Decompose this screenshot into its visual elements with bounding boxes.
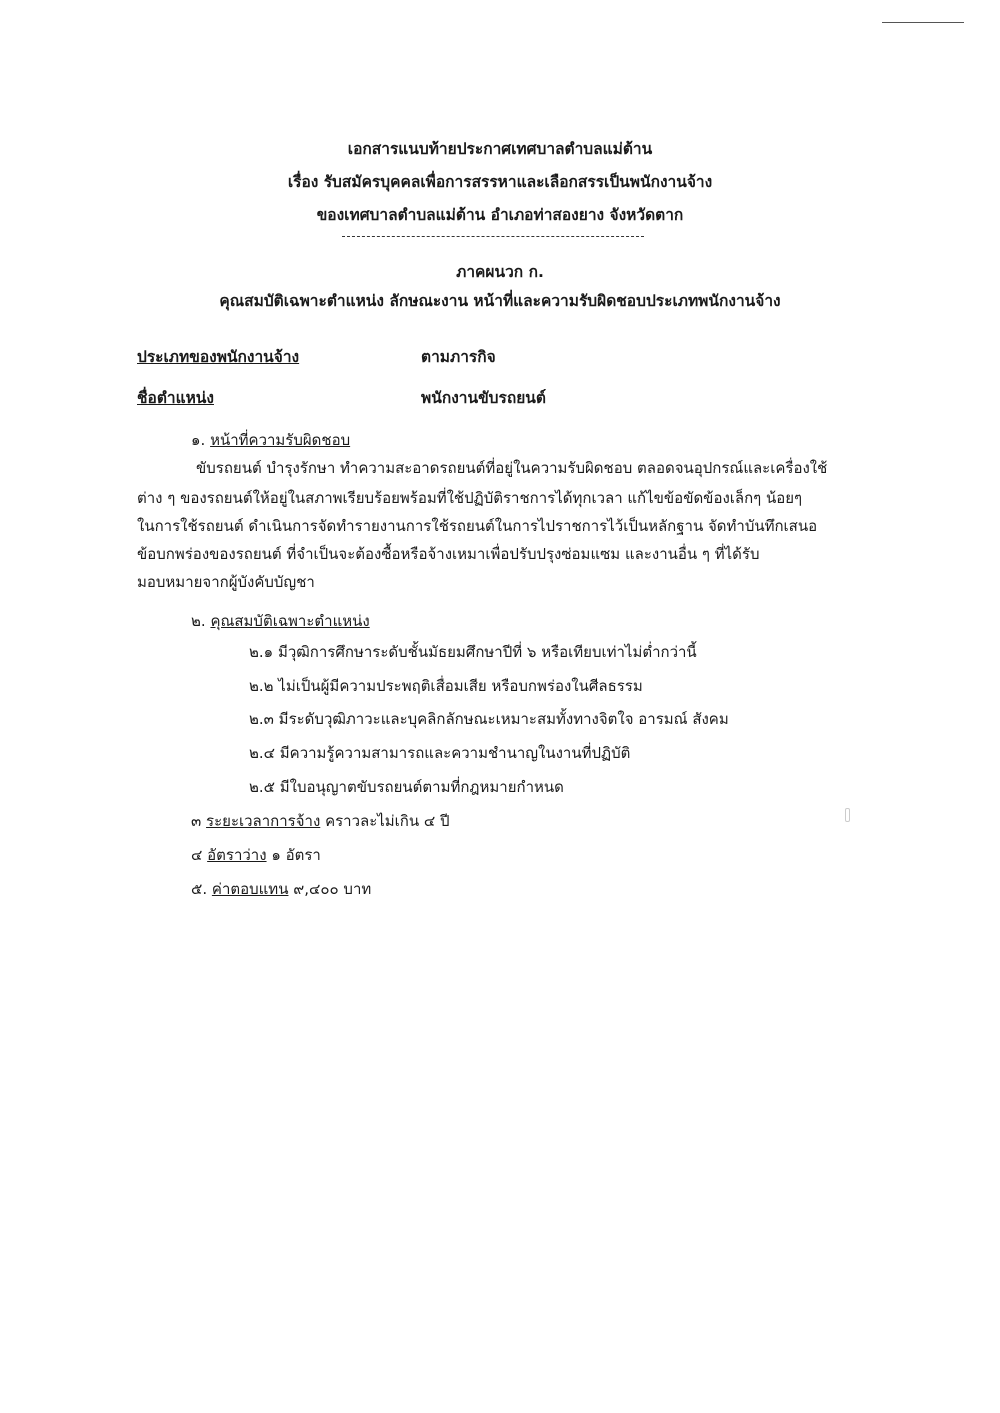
qualification-item-1: ๒.๑ มีวุฒิการศึกษาระดับชั้นมัธยมศึกษาปีที่ ๖ หรือเทียบเท่าไม่ต่ำกว่านี้ [249,643,697,661]
scan-speck [845,808,850,822]
section5-line [191,877,371,901]
qualification-item-3: ๒.๓ มีระดับวุฒิภาวะและบุคลิกลักษณะเหมาะสมทั้งทางจิตใจ อารมณ์ สังคม [249,710,729,728]
section5-number: ๕. [191,880,208,898]
section4-value: ๑ อัตรา [271,846,321,864]
section1-line-5: มอบหมายจากผู้บังคับบัญชา [137,573,315,591]
section2-number: ๒. [191,612,206,630]
appendix-subtitle: คุณสมบัติเฉพาะตำแหน่ง ลักษณะงาน หน้าที่และความรับผิดชอบประเภทพนักงานจ้าง [219,292,781,310]
section1-line-3: ในการใช้รถยนต์ ดำเนินการจัดทำรายงานการใช้รถยนต์ในการไปราชการไว้เป็นหลักฐาน จัดทำบันทึกเสนอ [137,517,818,535]
section4-title: อัตราว่าง [207,846,267,864]
appendix-title: ภาคผนวก ก. [456,263,544,281]
section1-line-4: ข้อบกพร่องของรถยนต์ ที่จำเป็นจะต้องซื้อหรือจ้างเหมาเพื่อปรับปรุงซ่อมแซม และงานอื่น ๆ ที่ได้รับ [137,545,760,563]
header-line-3: ของเทศบาลตำบลแม่ต้าน อำเภอท่าสองยาง จังหวัดตาก [316,206,684,224]
header-line-1: เอกสารแนบท้ายประกาศเทศบาลตำบลแม่ต้าน [347,140,653,158]
section3-number: ๓ [191,812,202,830]
section4-number: ๔ [191,846,203,864]
corner-mark [882,22,964,23]
section3-line [191,809,450,833]
section2-heading [191,609,370,633]
section2-title: คุณสมบัติเฉพาะตำแหน่ง [210,612,370,630]
employee-type-value: ตามภารกิจ [421,348,496,366]
section3-title: ระยะเวลาการจ้าง [206,812,321,830]
employee-type-label: ประเภทของพนักงานจ้าง [137,348,300,366]
section4-line [191,843,321,867]
position-label: ชื่อตำแหน่ง [137,389,214,407]
section1-line-2: ต่าง ๆ ของรถยนต์ให้อยู่ในสภาพเรียบร้อยพร้อมที่ใช้ปฏิบัติราชการได้ทุกเวลา แก้ไขข้อขัดข้องเล็กๆ น้อยๆ [137,489,803,507]
qualification-item-4: ๒.๔ มีความรู้ความสามารถและความชำนาญในงานที่ปฏิบัติ [249,744,631,762]
section1-heading [191,428,350,452]
header-line-2: เรื่อง รับสมัครบุคคลเพื่อการสรรหาและเลือกสรรเป็นพนักงานจ้าง [287,173,713,191]
section5-value: ๙,๔๐๐ บาท [293,880,372,898]
position-value: พนักงานขับรถยนต์ [421,389,546,407]
section1-line-1: ขับรถยนต์ บำรุงรักษา ทำความสะอาดรถยนต์ที่อยู่ในความรับผิดชอบ ตลอดจนอุปกรณ์และเครื่องใช้ [196,459,828,477]
section1-number: ๑. [191,431,206,449]
qualification-item-5: ๒.๕ มีใบอนุญาตขับรถยนต์ตามที่กฎหมายกำหนด [249,778,564,796]
section3-value: คราวละไม่เกิน ๔ ปี [325,812,450,830]
section1-title: หน้าที่ความรับผิดชอบ [210,431,351,449]
header-divider [342,236,644,237]
section5-title: ค่าตอบแทน [211,880,289,898]
qualification-item-2: ๒.๒ ไม่เป็นผู้มีความประพฤติเสื่อมเสีย หรือบกพร่องในศีลธรรม [249,677,643,695]
